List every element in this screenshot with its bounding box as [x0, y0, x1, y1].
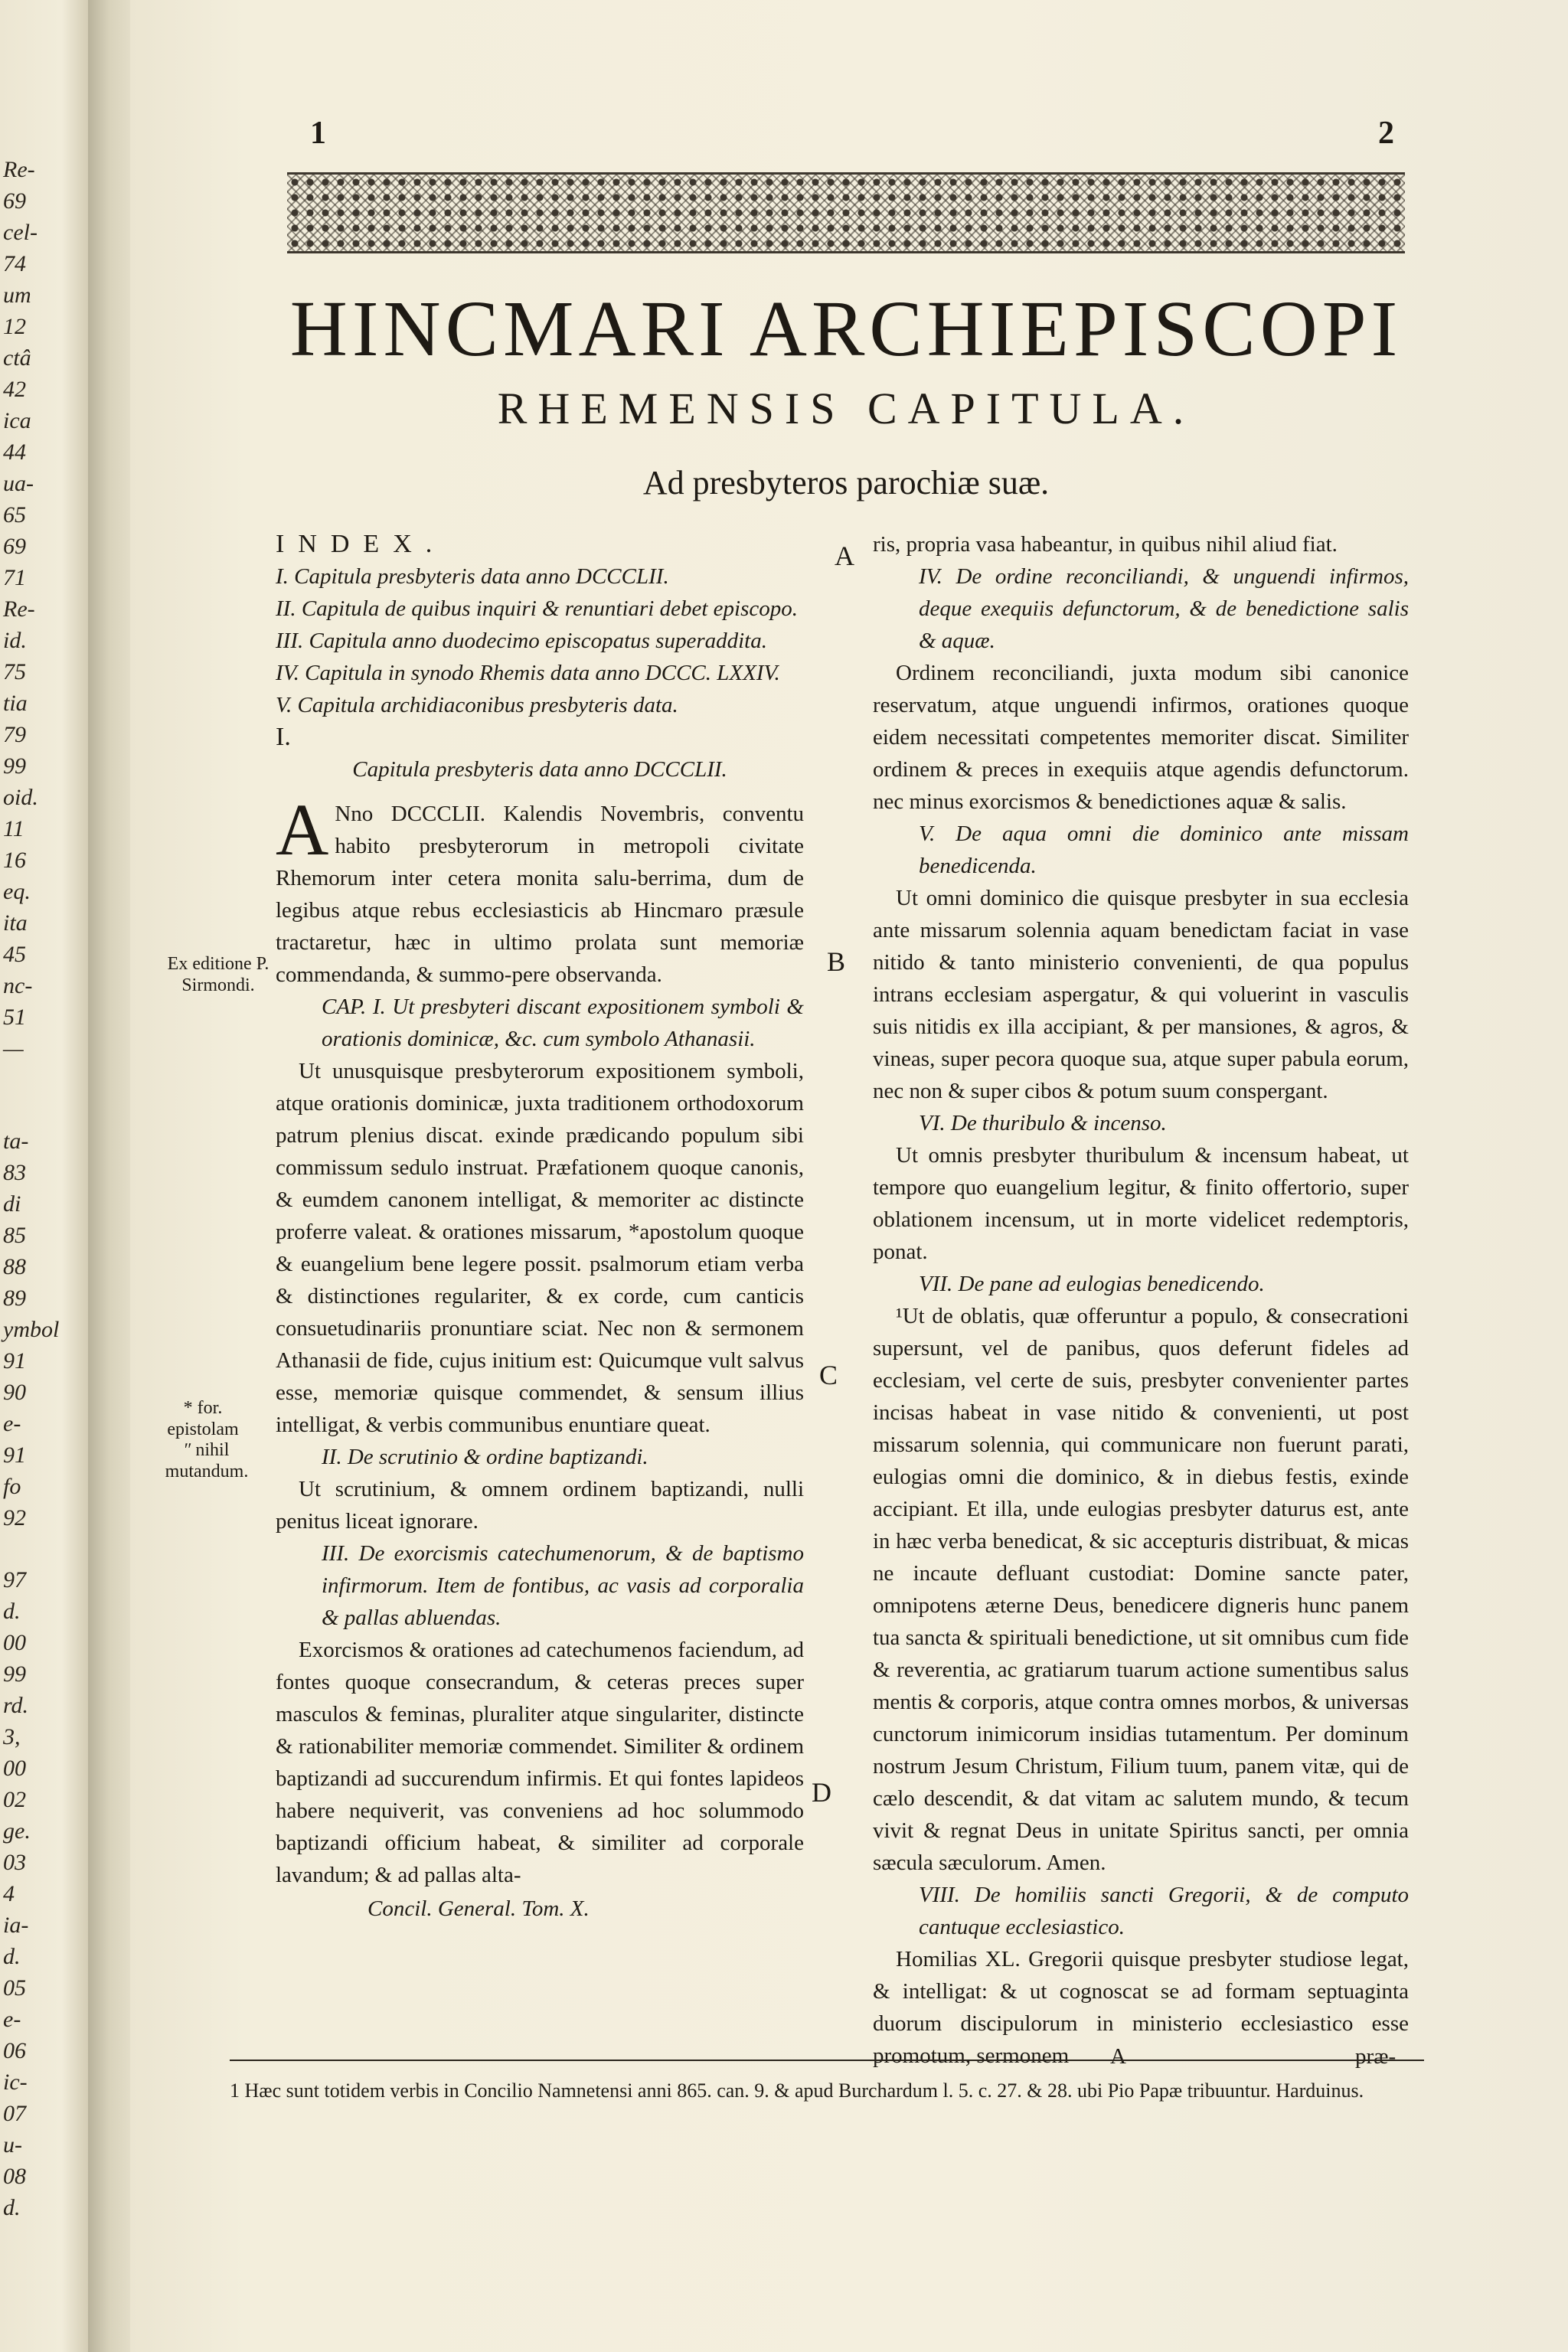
section-letter-a: A: [835, 541, 854, 571]
prev-page-fragment: 74: [3, 251, 26, 276]
prev-page-fragment: 69: [3, 534, 26, 559]
page-number-left: 1: [310, 116, 326, 151]
prev-page-fragment: tia: [3, 691, 28, 716]
section-title: Capitula presbyteris data anno DCCCLII.: [352, 757, 727, 782]
chapter-text: Exorcismos & orationes ad catechumenos faciendum, ad fontes quoque consecrandum, & ceteras preces super masculos & feminas, pluraliter atque singulariter, distincte & rationabiliter memoriæ commendet. Similiter & ordinem baptizandi ad succurendum infirmis. Et qui fontes lapideos habere nequiverit, vas conveniens ad hoc solummodo baptizandi officium habeat, & similiter ad corporale lavandum; & ad pallas alta-: [276, 1638, 804, 1887]
index-entry: III. Capitula anno duodecimo episcopatus superaddita.: [276, 629, 767, 653]
index-entry: I. Capitula presbyteris data anno DCCCLII.: [276, 564, 669, 589]
prev-page-fragment: 4: [3, 1881, 15, 1906]
page-subtitle: RHEMENSIS CAPITULA.: [497, 384, 1195, 433]
margin-note-edition: Ex editione P. Sirmondi.: [167, 954, 270, 995]
prev-page-fragment: d.: [3, 1599, 21, 1624]
prev-page-fragment: 12: [3, 314, 26, 339]
prev-page-fragment: 92: [3, 1505, 26, 1530]
continuation-text: ris, propria vasa habeantur, in quibus nihil aliud fiat.: [873, 532, 1338, 557]
prev-page-fragment: id.: [3, 628, 27, 653]
previous-page-edge: [0, 0, 88, 2352]
footnote: 1 Hæc sunt totidem verbis in Concilio Namnetensi anni 865. can. 9. & apud Burchardum l. 5. c. 27. & 28. ubi Pio Papæ tribuuntur. Harduinus.: [230, 2060, 1424, 2105]
prev-page-fragment: ge.: [3, 1818, 31, 1844]
index-heading: INDEX.: [276, 530, 446, 558]
prev-page-fragment: 99: [3, 753, 26, 779]
prev-page-fragment: 03: [3, 1850, 26, 1875]
chapter-heading: CAP. I. Ut presbyteri discant expositionem symboli & orationis dominicæ, &c. cum symbolo Athanasii.: [322, 995, 804, 1051]
prev-page-fragment: fo: [3, 1474, 21, 1499]
prev-page-fragment: ita: [3, 910, 28, 936]
margin-note-1: * for. epistolam: [167, 1398, 239, 1439]
prev-page-fragment: di: [3, 1191, 21, 1217]
chapter-text: Ordinem reconciliandi, juxta modum sibi canonice reservatum, atque unguendi infirmos, orationes quoque eidem necessitati competentes memoriter discat. Similiter ordinem & preces in exequiis atque agendis defunctorum. nec minus exorcismos & benedictiones aquæ & salis.: [873, 661, 1409, 814]
index-entry: II. Capitula de quibus inquiri & renuntiari debet episcopo.: [276, 596, 798, 621]
prev-page-fragment: 91: [3, 1348, 26, 1374]
prev-page-fragment: 16: [3, 848, 26, 873]
prev-page-fragment: cel-: [3, 220, 38, 245]
prev-page-fragment: Re-: [3, 157, 35, 182]
prev-page-fragment: ia-: [3, 1913, 29, 1938]
prev-page-fragment: ic-: [3, 2069, 28, 2095]
prev-page-fragment: ctâ: [3, 345, 31, 371]
chapter-heading: II. De scrutinio & ordine baptizandi.: [322, 1445, 648, 1469]
chapter-heading: III. De exorcismis catechumenorum, & de baptismo infirmorum. Item de fontibus, ac vasis ad corporalia & pallas abluendas.: [322, 1541, 804, 1630]
chapter-text: ¹Ut de oblatis, quæ offeruntur a populo, & consecrationi supersunt, vel de panibus, quos deferunt fideles ad ecclesiam, vel certe de suis, presbyter convenienter partes incisas habeat in vase nitido & convenienti, ut post missarum solennia, qui communicare non fuerunt parati, eulogias omni die dominico, & in diebus festis, exinde accipiant. Et illa, unde eulogias presbyter daturus est, ante in hæc verba benedicat, & sic accepturis distribuat, & micas ne incaute defluant custodiat: Domine sancte pater, omnipotens æterne Deus, benedicere digneris hunc panem tua sancta & spirituali benedictione, ut sit omnibus cum fide & reverentia, ac gratiarum tuarum actione sumentibus salus mentis & corporis, atque contra omnes morbos, & universas cunctorum inimicorum insidias tutamentum. Per dominum nostrum Jesum Christum, Filium tuum, panem vitæ, qui de cælo descendit, & dat vitam ac salutem mundo, & tecum vivit & regnat Deus in unitate Spiritus sancti, per omnia sæcula sæculorum. Amen.: [873, 1304, 1409, 1875]
prev-page-fragment: 88: [3, 1254, 26, 1279]
prev-page-fragment: ica: [3, 408, 31, 433]
section-letter-c: C: [819, 1360, 838, 1390]
index-entry: V. Capitula archidiaconibus presbyteris data.: [276, 693, 678, 717]
address-line: Ad presbyteros parochiæ suæ.: [642, 464, 1050, 501]
chapter-text: Ut unusquisque presbyterorum expositionem symboli, atque orationis dominicæ, juxta traditionem orthodoxorum patrum plenius discat. exinde prædicando populum sibi commissum sedulo instruat. Præfationem quoque canonis, & eumdem canonem intelligat, & memoriter ac distincte proferre valeat. & orationes missarum, *apostolum quoque & euangelium bene legere possit. psalmorum etiam verba & distinctiones regulariter, & ex corde, cum canticis consuetudinariis pronuntiare sciat. Nec non & sermonem Athanasii de fide, cujus initium est: Quicumque vult salvus esse, memoriæ quisque commendet, & sensum illius intelligat, & verbis communibus enuntiare queat.: [276, 1059, 804, 1437]
chapter-text: Ut omni dominico die quisque presbyter in sua ecclesia ante missarum solennia aquam benedictam faciat in vase nitido & tanto ministerio convenienti, de qua populus intrans ecclesiam aspergatur, & qui voluerint in vasculis suis nitidis ex illa accipiant, & per mansiones, & agros, & vineas, super pecora quoque sua, atque super pabula eorum, nec non & super cibos & potum suum conspergant.: [873, 886, 1409, 1103]
chapter-heading: VIII. De homiliis sancti Gregorii, & de computo cantuque ecclesiastico.: [919, 1883, 1409, 1939]
right-column: [873, 528, 1409, 2072]
prev-page-fragment: Re-: [3, 596, 35, 622]
section-letter-d: D: [812, 1777, 831, 1808]
prev-page-fragment: ta-: [3, 1129, 29, 1154]
prev-page-fragment: 08: [3, 2164, 26, 2189]
prev-page-fragment: oid.: [3, 785, 38, 810]
opening-text: Nno DCCCLII. Kalendis Novembris, conventu habito presbyterorum in metropoli civitate Rhemorum inter cetera monita salu-berrima, dum de legibus atque rebus ecclesiasticis ab Hincmaro præsule tractaretur, hæc in ultimo prolata sunt memoriæ commendanda, & summo-pere observanda.: [276, 802, 804, 987]
prev-page-fragment: 05: [3, 1975, 26, 2001]
prev-page-fragment: d.: [3, 1944, 21, 1969]
section-letter-b: B: [827, 946, 846, 977]
left-column: [276, 528, 804, 1925]
prev-page-fragment: 75: [3, 659, 26, 684]
prev-page-fragment: —: [3, 1036, 24, 1061]
prev-page-fragment: 06: [3, 2038, 26, 2063]
chapter-text: Ut omnis presbyter thuribulum & incensum habeat, ut tempore quo euangelium legitur, & finito offertorio, super oblationem incensum, ut in morte videlicet redemptoris, ponat.: [873, 1143, 1409, 1264]
prev-page-fragment: 45: [3, 942, 26, 967]
chapter-heading: V. De aqua omni die dominico ante missam benedicenda.: [919, 822, 1409, 878]
prev-page-fragment: eq.: [3, 879, 31, 904]
volume-footer: Concil. General. Tom. X.: [368, 1896, 590, 1921]
prev-page-fragment: 02: [3, 1787, 26, 1812]
ornamental-header-band: [287, 172, 1405, 253]
chapter-heading: IV. De ordine reconciliandi, & unguendi infirmos, deque exequiis defunctorum, & de benedictione salis & aquæ.: [919, 564, 1409, 653]
prev-page-fragment: e-: [3, 2007, 21, 2032]
opening-paragraph: [276, 789, 804, 991]
drop-cap: A: [276, 789, 329, 871]
index-entry: IV. Capitula in synodo Rhemis data anno DCCC. LXXIV.: [276, 661, 780, 685]
prev-page-fragment: 97: [3, 1567, 26, 1592]
section-numeral: I.: [276, 723, 291, 751]
prev-page-fragment: 07: [3, 2101, 26, 2126]
prev-page-fragment: 69: [3, 188, 26, 214]
prev-page-fragment: ua-: [3, 471, 34, 496]
prev-page-fragment: 91: [3, 1442, 26, 1468]
prev-page-fragment: 79: [3, 722, 26, 747]
page-title: HINCMARI ARCHIEPISCOPI: [289, 285, 1403, 373]
prev-page-fragment: 00: [3, 1756, 26, 1781]
prev-page-fragment: 44: [3, 439, 26, 465]
prev-page-fragment: 65: [3, 502, 26, 528]
page-number-right: 2: [1378, 116, 1394, 151]
prev-page-fragment: 42: [3, 377, 26, 402]
prev-page-fragment: e-: [3, 1411, 21, 1436]
margin-note-2: ʺ nihil mutandum.: [165, 1440, 249, 1481]
prev-page-fragment: 3,: [3, 1724, 21, 1749]
prev-page-fragment: ymbol: [3, 1317, 60, 1342]
prev-page-fragment: um: [3, 283, 31, 308]
signature-mark: A: [1110, 2044, 1126, 2069]
prev-page-fragment: 90: [3, 1380, 26, 1405]
chapter-text: Homilias XL. Gregorii quisque presbyter studiose legat, & intelligat: & ut cognoscat se ad formam septuaginta duorum discipulorum in ministerio ecclesiastico esse promotum, sermonem: [873, 1947, 1409, 2068]
prev-page-fragment: 11: [3, 816, 24, 841]
prev-page-fragment: rd.: [3, 1693, 29, 1718]
prev-page-fragment: u-: [3, 2132, 22, 2158]
prev-page-fragment: d.: [3, 2195, 21, 2220]
prev-page-fragment: 99: [3, 1661, 26, 1687]
prev-page-fragment: nc-: [3, 973, 33, 998]
catchword: præ-: [1355, 2044, 1396, 2069]
chapter-heading: VI. De thuribulo & incenso.: [919, 1111, 1167, 1135]
chapter-text: Ut scrutinium, & omnem ordinem baptizandi, nulli penitus liceat ignorare.: [276, 1477, 804, 1534]
prev-page-fragment: 00: [3, 1630, 26, 1655]
prev-page-fragment: 89: [3, 1285, 26, 1311]
prev-page-fragment: 51: [3, 1004, 26, 1030]
chapter-heading: VII. De pane ad eulogias benedicendo.: [919, 1272, 1265, 1296]
prev-page-fragment: 71: [3, 565, 26, 590]
prev-page-fragment: 83: [3, 1160, 26, 1185]
prev-page-fragment: 85: [3, 1223, 26, 1248]
